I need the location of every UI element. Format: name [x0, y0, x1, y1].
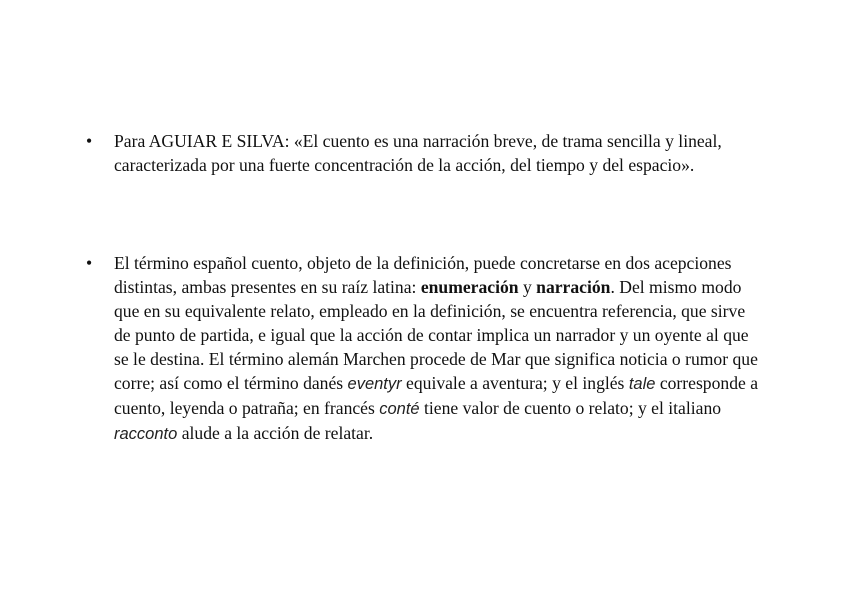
- text-segment: . Del mismo modo que en su equivalente relato, empleado en la definición, se encuentra referencia, que sirve de punto de partida, e igual que la acción de contar implica un narrador y un oyente al que se le destina. El término alemán Marchen procede de Mar que significa noticia o rumor que corre; así como el término danés: [114, 277, 758, 393]
- bullet-text-cuento: [114, 251, 764, 446]
- bullet-marker: •: [86, 131, 93, 151]
- bold-term-narracion: narración: [536, 277, 611, 297]
- bold-term-enumeracion: enumeración: [420, 277, 519, 297]
- italic-term-racconto: racconto: [114, 425, 178, 443]
- text-segment: El término español cuento, objeto de la definición, puede concretarse en dos acepciones distintas, ambas presentes en su raíz latina:: [114, 253, 732, 297]
- text-segment: y: [518, 277, 537, 297]
- text-segment: corresponde a cuento, leyenda o patraña; en francés: [114, 373, 759, 418]
- bullet-text-aguiar: Para AGUIAR E SILVA: «El cuento es una narración breve, de trama sencilla y lineal, caracterizada por una fuerte concentración de la acción, del tiempo y del espacio».: [114, 131, 722, 175]
- italic-term-conte: conté: [379, 400, 420, 418]
- text-segment: tiene valor de cuento o relato; y el italiano: [419, 398, 722, 418]
- bullet-marker: •: [86, 253, 93, 273]
- bullet-item-aguiar: [86, 129, 766, 177]
- bullet-item-cuento: [86, 251, 766, 446]
- italic-term-eventyr: eventyr: [347, 375, 402, 393]
- italic-term-tale: tale: [628, 375, 656, 393]
- text-segment: alude a la acción de relatar.: [177, 423, 374, 443]
- text-segment: equivale a aventura; y el inglés: [401, 373, 629, 393]
